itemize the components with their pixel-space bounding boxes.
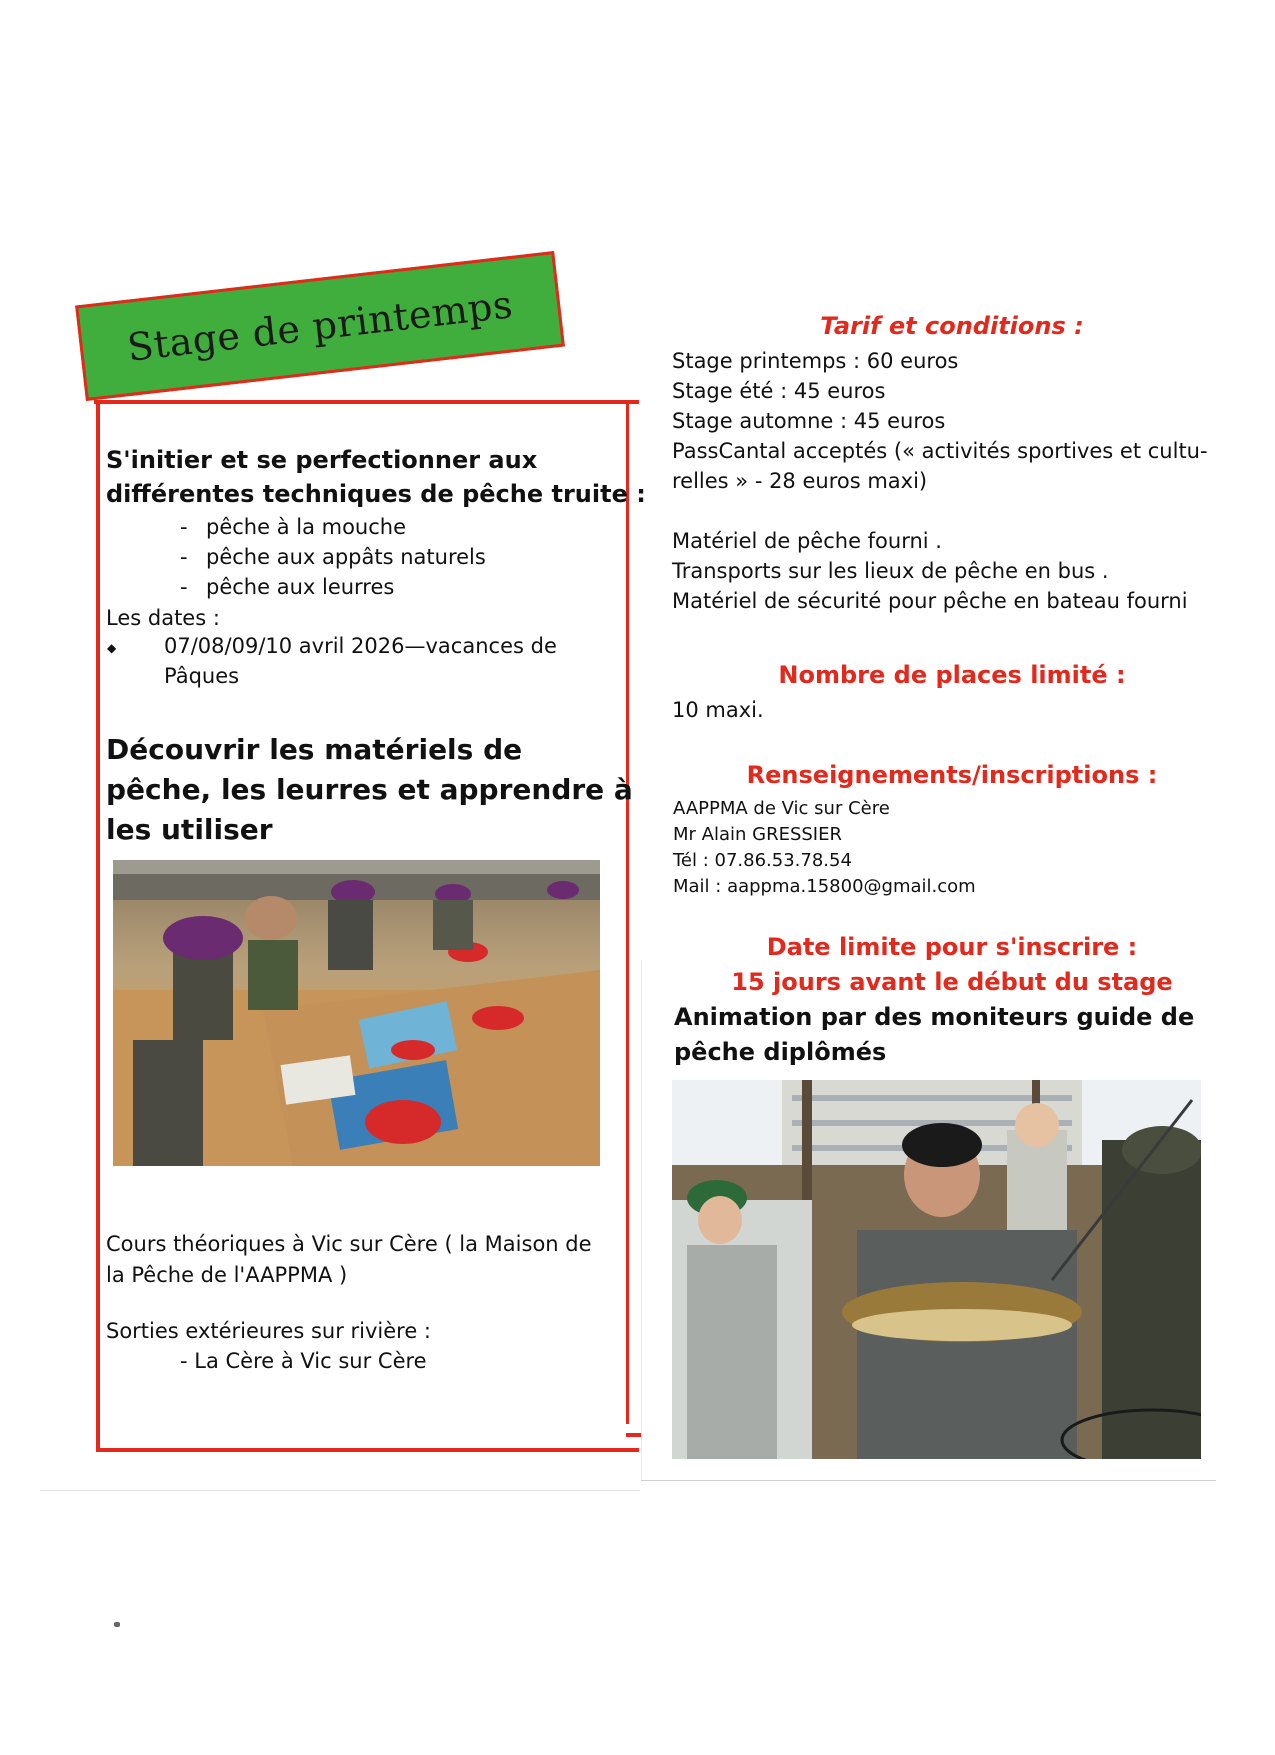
- deadline-line-2: 15 jours avant le début du stage: [731, 968, 1173, 996]
- contact-phone: Tél : 07.86.53.78.54: [673, 850, 852, 871]
- banner-title-box: [75, 251, 565, 401]
- tarif-line: Stage été : 45 euros: [672, 379, 886, 403]
- rens-heading: Renseignements/inscriptions :: [746, 761, 1158, 789]
- list-dash: -: [180, 545, 188, 569]
- left-panel-border-tab: [626, 1433, 642, 1437]
- discover-heading: Découvrir les matériels de pêche, les leurres et apprendre à les utiliser: [106, 733, 633, 846]
- tarif-heading: Tarif et conditions :: [820, 312, 1084, 340]
- dates-text: 07/08/09/10 avril 2026—vacances de Pâques: [164, 634, 557, 688]
- list-item: [180, 512, 600, 542]
- contact-block: [673, 796, 1113, 900]
- list-item: [180, 572, 600, 602]
- materiel-line: Transports sur les lieux de pêche en bus .: [672, 559, 1109, 583]
- scan-speck: [114, 1622, 120, 1627]
- places-heading: Nombre de places limité :: [778, 661, 1126, 689]
- fold-line: [641, 960, 642, 1480]
- tarif-line: relles » - 28 euros maxi): [672, 469, 928, 493]
- classroom-photo-illustration: [113, 860, 600, 1166]
- courses-text: Cours théoriques à Vic sur Cère ( la Maison de la Pêche de l'AAPPMA ): [106, 1232, 592, 1287]
- techniques-list: [180, 512, 600, 602]
- materiel-list: [672, 526, 1232, 616]
- places-value: 10 maxi.: [672, 698, 764, 722]
- left-panel-right-border: [626, 404, 629, 1424]
- list-item: [180, 542, 600, 572]
- contact-org: AAPPMA de Vic sur Cère: [673, 798, 890, 819]
- deadline-heading: [672, 930, 1232, 1000]
- list-dash: -: [180, 575, 188, 599]
- technique-label: pêche aux leurres: [206, 575, 395, 599]
- deadline-line-1: Date limite pour s'inscrire :: [766, 933, 1138, 961]
- contact-email: Mail : aappma.15800@gmail.com: [673, 876, 976, 897]
- fold-line: [641, 1480, 1216, 1481]
- banner-title: Stage de printemps: [125, 282, 515, 370]
- tarif-line: Stage automne : 45 euros: [672, 409, 946, 433]
- tarif-line: Stage printemps : 60 euros: [672, 349, 959, 373]
- sorties-item: - La Cère à Vic sur Cère: [180, 1349, 427, 1373]
- materiel-line: Matériel de pêche fourni .: [672, 529, 942, 553]
- sorties-label: Sorties extérieures sur rivière :: [106, 1319, 432, 1343]
- animation-text: Animation par des moniteurs guide de pêche diplômés: [674, 1003, 1195, 1066]
- fold-line: [40, 1490, 640, 1491]
- contact-name: Mr Alain GRESSIER: [673, 824, 842, 845]
- list-dash: -: [180, 515, 188, 539]
- dates-label: Les dates :: [106, 606, 220, 630]
- classroom-photo: [113, 860, 600, 1166]
- tarif-list: [672, 346, 1208, 496]
- materiel-line: Matériel de sécurité pour pêche en bateau fourni: [672, 589, 1188, 613]
- trout-photo: [672, 1080, 1201, 1459]
- technique-label: pêche à la mouche: [206, 515, 407, 539]
- technique-label: pêche aux appâts naturels: [206, 545, 486, 569]
- intro-text: S'initier et se perfectionner aux différentes techniques de pêche truite :: [106, 446, 646, 508]
- diamond-bullet-icon: ◆: [107, 641, 117, 655]
- tarif-line: PassCantal acceptés (« activités sportives et cultu-: [672, 439, 1208, 463]
- trout-photo-illustration: [672, 1080, 1201, 1459]
